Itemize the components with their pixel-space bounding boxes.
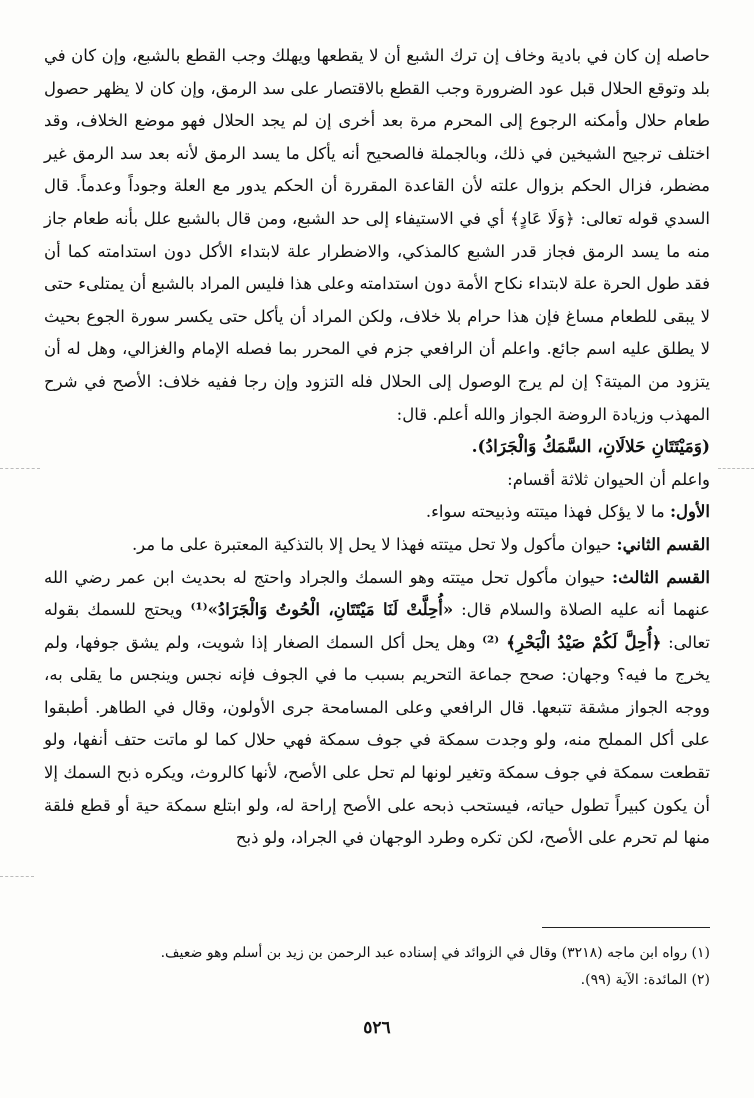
paragraph-ruling-on-satiety: حاصله إن كان في بادية وخاف إن ترك الشبع أن لا يقطعها ويهلك وجب القطع بالشبع، وإن كان في بلد وتوقع الحلال قبل عود الضرورة وجب القطع بالاقتصار على سد الرمق، وإن كان لا يظهر حصول طعام حلال وأمكنه الرجوع إلى المحرم مرة بعد أخرى إن لم يجد الحلال فهو موضع الخلاف، وقد اختلف ترجيح الشيخين في ذلك، وبالجملة فالصحيح أنه يأكل ما يسد الرمق لأنه بعد سد الرمق غير مضطر، فزال الحكم بزوال علته لأن القاعدة المقررة أن الحكم يدور مع العلة وجوداً وعدماً. قال السدي قوله تعالى: ﴿وَلَا عَادٍ﴾ أي في الاستيفاء إلى حد الشبع، ومن قال بالشبع علل بأنه طعام جاز منه ما يسد الرمق فجاز قدر الشبع كالمذكي، والاضطرار علة لابتداء الأكل دون استدامته كما أن فقد طول الحرة علة لابتداء نكاح الأمة دون استدامته وعلى هذا فليس المراد بالشبع أن يمتلىء حتى لا يبقى للطعام مساغ فإن هذا حرام بلا خلاف، ولكن المراد أن يأكل حتى يكسر سورة الجوع بحيث لا يطلق عليه اسم جائع. واعلم أن الرافعي جزم في المحرر بما فصله الإمام والغزالي، وهل له أن يتزود من الميتة؟ إن لم يرج الوصول إلى الحلال فله التزود وإن رجا ففيه خلاف: الأصح في شرح المهذب وزيادة الروضة الجواز والله أعلم. قال:	[44, 46, 710, 424]
animal-classes-intro: واعلم أن الحيوان ثلاثة أقسام:	[507, 469, 710, 489]
main-text	[44, 40, 710, 855]
footnote-2: (٢) المائدة: الآية (٩٩).	[580, 972, 710, 988]
scan-edge-mark-left	[0, 468, 40, 469]
class-one-text: ما لا يؤكل فهذا ميتته وذبيحته سواء.	[425, 502, 670, 522]
scan-edge-mark-left-lower	[0, 876, 34, 877]
class-three-hadith-quote: «أُحِلَّتْ لَنَا مَيْتَتَانِ، الْحُوتُ وَالْجَرَادُ»⁽¹⁾	[190, 600, 454, 620]
page-number: ٥٢٦	[363, 1018, 391, 1038]
class-two-label: القسم الثاني:	[616, 534, 710, 554]
class-three-quran-verse: ﴿أُحِلَّ لَكُمْ صَيْدُ الْبَحْرِ﴾ ⁽²⁾	[482, 632, 662, 652]
class-one	[44, 496, 710, 529]
class-three	[44, 562, 710, 855]
class-three-text-c: وهل يحل أكل السمك الصغار إذا شويت، ولم يشق جوفها، ولم يخرج ما فيه؟ وجهان: صحح جماعة التحريم بسبب ما في الجوف فإنه نجس وينجس ما يقلى به، ووجه الجواز مشقة تتبعها. قال الرافعي وعلى المسامحة جرى الأولون، وقال في الطاهر. أطبقوا على أكل المملح منه، ولو وجدت سمكة في جوف سمكة فهي حلال كما لو ماتت حتف أنفها، ولو تقطعت سمكة في جوف سمكة وتغير لونها لم تحل على الأصح، لأنها كالروث، ويكره ذبح السمك إلا أن يكون كبيراً تطول حياته، فيستحب ذبحه على الأصح إراحة له، ولو ابتلع سمكة حية أو قطع فلقة منها لم تحرم على الأصح، لكن تكره وطرد الوجهان في الجراد، ولو ذبح	[44, 632, 710, 848]
hadith-two-dead-animals: (وَمَيْتَتَانِ حَلالَانِ، السَّمَكُ وَالْجَرَادُ).	[471, 437, 710, 458]
class-two	[44, 529, 710, 562]
class-three-text-a: حيوان مأكول تحل ميتته وهو السمك والجراد واحتج له بحديث ابن عمر رضي الله عنهما أنه عليه الصلاة والسلام قال:	[44, 567, 710, 620]
class-two-text: حيوان مأكول ولا تحل ميتته فهذا لا يحل إلا بالتذكية المعتبرة على ما مر.	[131, 534, 617, 554]
class-three-text-b: ويحتج للسمك بقوله تعالى:	[44, 600, 711, 652]
footnotes	[44, 940, 710, 994]
class-one-label: الأول:	[669, 502, 710, 522]
scan-edge-mark-right	[718, 468, 754, 469]
class-three-label: القسم الثالث:	[612, 567, 710, 587]
footnote-separator	[542, 927, 710, 928]
footnote-1: (١) رواه ابن ماجه (٣٢١٨) وقال في الزوائد في إسناده عبد الرحمن بن زيد بن أسلم وهو ضعيف.	[160, 945, 710, 961]
